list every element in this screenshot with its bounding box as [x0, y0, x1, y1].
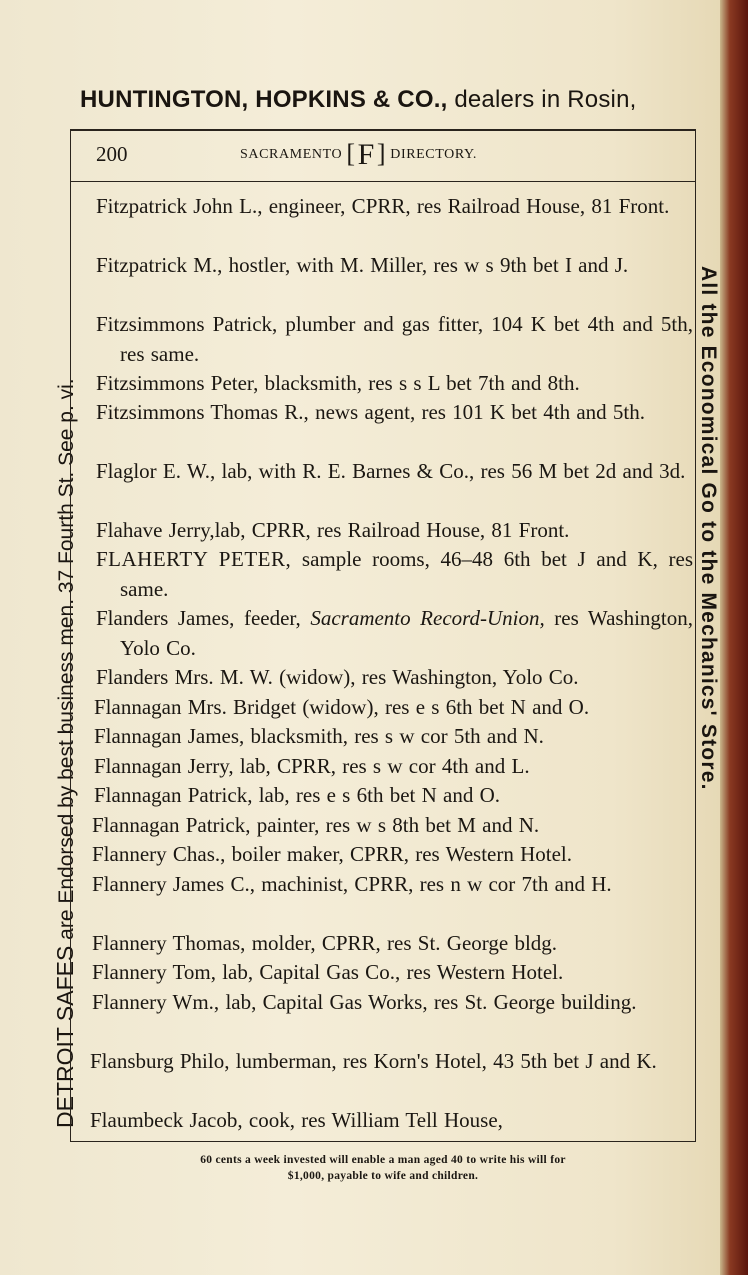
entry-name: FLAHERTY PETER,: [96, 547, 292, 571]
entry-details: lab, Capital Gas Works, res St. George building.: [219, 990, 637, 1014]
entry-name: Fitzpatrick John L.,: [96, 194, 263, 218]
entry-details: lab, CPRR, res Railroad House, 81 Front.: [214, 518, 570, 542]
entry-details: plumber and gas fitter, 104 K bet 4th and 5th, res same.: [120, 312, 694, 366]
left-advert-text: are Endorsed by best business men. 37 Fourth St. See p. vi.: [55, 378, 78, 946]
directory-entry: [96, 398, 693, 428]
entry-name: Flannagan Mrs. Bridget: [94, 695, 297, 719]
entry-details: blacksmith, res s w cor 5th and N.: [244, 724, 544, 748]
directory-entry: [96, 545, 693, 604]
entry-name: Flahave Jerry,: [96, 518, 215, 542]
page-number: 200: [96, 142, 128, 166]
entry-name: Flannagan Jerry,: [94, 754, 234, 778]
entry-name: Flannagan Patrick,: [94, 783, 253, 807]
entry-name: Flannery Chas.,: [92, 842, 226, 866]
directory-entry: [92, 929, 689, 959]
entry-details: feeder,: [234, 606, 311, 630]
directory-entry: [96, 604, 693, 663]
directory-entry: [96, 663, 693, 693]
top-advert-banner: [80, 86, 704, 114]
entry-details: news agent, res 101 K bet 4th and 5th.: [308, 400, 645, 424]
top-advert-company: HUNTINGTON, HOPKINS & CO.,: [80, 86, 448, 113]
entry-name: Flanders Mrs. M. W.: [96, 665, 273, 689]
running-head: [240, 138, 580, 172]
right-margin-advert: All the Economical Go to the Mechanics' Store.: [697, 266, 720, 791]
running-head-bracket-close: ]: [376, 139, 387, 168]
running-head-bracket-open: [: [346, 139, 356, 168]
entry-name: Flansburg Philo,: [90, 1049, 230, 1073]
directory-entry: [96, 516, 693, 546]
entry-details: cook, res William Tell House,: [242, 1108, 503, 1132]
page-edge: [720, 0, 748, 1275]
entry-details: machinist, CPRR, res n w cor 7th and H.: [254, 872, 612, 896]
entry-name: Flanders James,: [96, 606, 235, 630]
left-advert-brand: DETROIT SAFES: [52, 945, 78, 1128]
entry-name: Flannery Wm.,: [92, 990, 220, 1014]
entry-name: Flannery Tom,: [92, 960, 216, 984]
directory-entry: [90, 1047, 687, 1077]
entry-details: lab, with R. E. Barnes & Co., res 56 M bet 2d and 3d.: [215, 459, 686, 483]
directory-entry: [94, 693, 691, 723]
entry-details: molder, CPRR, res St. George bldg.: [245, 931, 558, 955]
header-rule: [70, 181, 696, 182]
entry-details: boiler maker, CPRR, res Western Hotel.: [225, 842, 573, 866]
directory-entry: [90, 1106, 687, 1136]
entry-name: Flannery Thomas,: [92, 931, 246, 955]
entry-name: Fitzsimmons Thomas R.,: [96, 400, 309, 424]
directory-entry: [94, 781, 691, 811]
entry-name: Flannagan James,: [94, 724, 245, 748]
running-head-section: DIRECTORY.: [390, 147, 478, 162]
entry-name: Flaumbeck Jacob,: [90, 1108, 243, 1132]
entry-name: Fitzpatrick M.,: [96, 253, 223, 277]
directory-entry: [94, 722, 691, 752]
entry-name: Flaglor E. W.,: [96, 459, 216, 483]
entry-details: painter, res w s 8th bet M and N.: [250, 813, 540, 837]
directory-entry: [92, 988, 689, 1018]
directory-entry: [92, 958, 689, 988]
running-head-city: SACRAMENTO: [240, 147, 343, 162]
footer-insurance-advert: [70, 1152, 696, 1184]
directory-entry: [96, 251, 693, 281]
entry-details: lab, res e s 6th bet N and O.: [252, 783, 500, 807]
directory-entry: [92, 870, 689, 900]
entry-details: lab, Capital Gas Co., res Western Hotel.: [215, 960, 564, 984]
entry-details-after: res Washington, Yolo Co.: [120, 606, 693, 660]
directory-entry: [92, 811, 689, 841]
entry-newspaper: Sacramento Record-Union,: [310, 606, 545, 630]
directory-entry: [94, 752, 691, 782]
top-advert-text: dealers in Rosin,: [447, 86, 637, 113]
entry-details: blacksmith, res s s L bet 7th and 8th.: [258, 371, 580, 395]
directory-entry: [92, 840, 689, 870]
entry-details: lumberman, res Korn's Hotel, 43 5th bet J and K.: [229, 1049, 657, 1073]
footer-line-1: 60 cents a week invested will enable a man aged 40 to write his will for: [200, 1154, 566, 1166]
entry-name: Fitzsimmons Patrick,: [96, 312, 278, 336]
entry-details: engineer, CPRR, res Railroad House, 81 Front.: [262, 194, 670, 218]
entry-details: (widow), res Washington, Yolo Co.: [272, 665, 579, 689]
directory-entry: [96, 457, 693, 487]
entry-details: sample rooms, 46–48 6th bet J and K, res same.: [120, 547, 693, 601]
entry-name: Flannery James C.,: [92, 872, 255, 896]
directory-entry: [96, 192, 693, 222]
running-head-letter: F: [357, 138, 375, 171]
entry-details: (widow), res e s 6th bet N and O.: [296, 695, 590, 719]
directory-entry: [96, 369, 693, 399]
entry-name: Flannagan Patrick,: [92, 813, 251, 837]
entry-details: hostler, with M. Miller, res w s 9th bet I and J.: [222, 253, 629, 277]
directory-entry: [96, 310, 693, 369]
entry-name: Fitzsimmons Peter,: [96, 371, 259, 395]
entry-details: lab, CPRR, res s w cor 4th and L.: [233, 754, 530, 778]
footer-line-2: $1,000, payable to wife and children.: [287, 1170, 479, 1182]
